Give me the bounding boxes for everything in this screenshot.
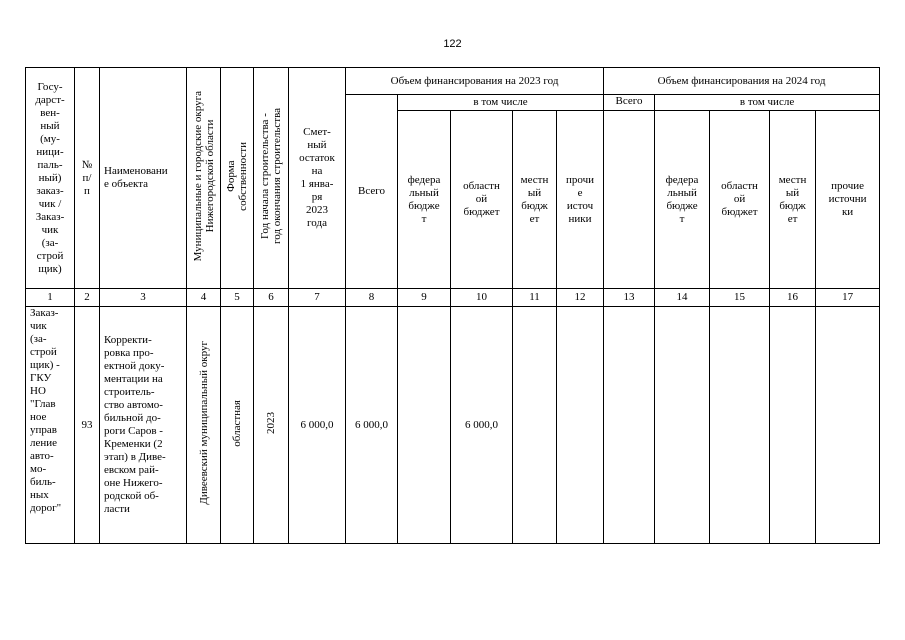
row-local-2024 bbox=[770, 307, 816, 544]
column-number: 14 bbox=[655, 289, 710, 307]
header-fin-2023: Объем финансирования на 2023 год bbox=[346, 68, 604, 95]
page-number: 122 bbox=[443, 38, 462, 50]
column-number: 2 bbox=[75, 289, 100, 307]
column-number: 16 bbox=[770, 289, 816, 307]
row-estimate: 6 000,0 bbox=[289, 307, 346, 544]
column-number: 17 bbox=[816, 289, 880, 307]
header-ownership: Форма собственности bbox=[221, 68, 254, 289]
financing-table bbox=[25, 67, 880, 544]
column-number: 12 bbox=[557, 289, 604, 307]
column-number: 1 bbox=[26, 289, 75, 307]
header-customer: Госу- дарст- вен- ный (му- ници- паль- ный) заказ- чик / Заказ- чик (за- строй щик) bbox=[26, 68, 75, 289]
column-number: 15 bbox=[710, 289, 770, 307]
row-years: 2023 bbox=[254, 307, 289, 544]
header-federal-2024: федера льный бюдже т bbox=[655, 111, 710, 289]
row-regional-2024 bbox=[710, 307, 770, 544]
header-including-2024: в том числе bbox=[655, 95, 880, 111]
column-numbers-row bbox=[26, 289, 880, 307]
header-regional-2023: областн ой бюджет bbox=[451, 111, 513, 289]
header-other-2023: прочи е источ ники bbox=[557, 111, 604, 289]
column-number: 6 bbox=[254, 289, 289, 307]
row-total-2024 bbox=[604, 307, 655, 544]
header-empty-2024 bbox=[604, 111, 655, 289]
row-municipality: Дивеевский муниципальный округ bbox=[187, 307, 221, 544]
column-number: 13 bbox=[604, 289, 655, 307]
row-other-2023 bbox=[557, 307, 604, 544]
header-num: № п/ п bbox=[75, 68, 100, 289]
header-fin-2024: Объем финансирования на 2024 год bbox=[604, 68, 880, 95]
row-object-name: Корректи- ровка про- ектной доку- ментации на строитель- ство автомо- бильной до- роги Саров - Кременки (2 этап) в Диве- евском рай- оне Нижего- родской об- ласти bbox=[100, 307, 187, 544]
header-estimate: Смет- ный остаток на 1 янва- ря 2023 года bbox=[289, 68, 346, 289]
column-number: 4 bbox=[187, 289, 221, 307]
row-customer: Заказ- чик (за- строй щик) - ГКУ НО "Глав ное управ ление авто- мо- биль- ных дорог" bbox=[26, 307, 75, 544]
header-object-name: Наименовани е объекта bbox=[100, 68, 187, 289]
header-years: Год начала строительства - год окончания строительства bbox=[254, 68, 289, 289]
row-local-2023 bbox=[513, 307, 557, 544]
column-number: 5 bbox=[221, 289, 254, 307]
header-total-2023: Всего bbox=[346, 95, 398, 289]
row-federal-2023 bbox=[398, 307, 451, 544]
column-number: 11 bbox=[513, 289, 557, 307]
row-total-2023: 6 000,0 bbox=[346, 307, 398, 544]
row-num: 93 bbox=[75, 307, 100, 544]
header-municipality: Муниципальные и городские округа Нижегородской области bbox=[187, 68, 221, 289]
column-number: 3 bbox=[100, 289, 187, 307]
row-regional-2023: 6 000,0 bbox=[451, 307, 513, 544]
row-other-2024 bbox=[816, 307, 880, 544]
header-local-2023: местн ый бюдж ет bbox=[513, 111, 557, 289]
column-number: 7 bbox=[289, 289, 346, 307]
header-other-2024: прочие источни ки bbox=[816, 111, 880, 289]
row-federal-2024 bbox=[655, 307, 710, 544]
row-ownership: областная bbox=[221, 307, 254, 544]
column-number: 10 bbox=[451, 289, 513, 307]
header-total-2024: Всего bbox=[604, 95, 655, 111]
header-local-2024: местн ый бюдж ет bbox=[770, 111, 816, 289]
table-row bbox=[26, 307, 880, 544]
column-number: 8 bbox=[346, 289, 398, 307]
header-including-2023: в том числе bbox=[398, 95, 604, 111]
header-regional-2024: областн ой бюджет bbox=[710, 111, 770, 289]
column-number: 9 bbox=[398, 289, 451, 307]
header-federal-2023: федера льный бюдже т bbox=[398, 111, 451, 289]
